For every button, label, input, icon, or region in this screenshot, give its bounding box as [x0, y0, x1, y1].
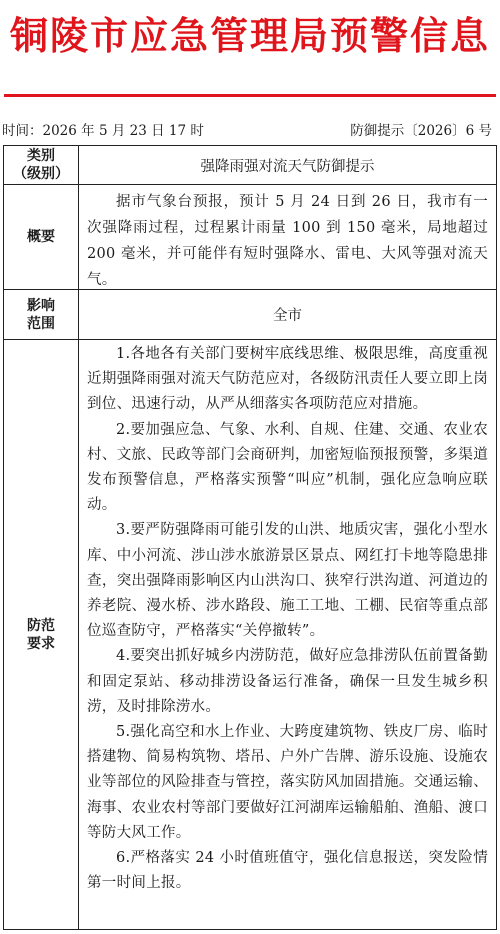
requirement-item-4: 4.要突出抓好城乡内涝防范，做好应急排涝队伍前置备勤和固定泵站、移动排涝设备运行准备，确保一旦发生城乡积涝，及时排除涝水。: [87, 648, 488, 715]
scope-label-line2: 范围: [27, 315, 55, 332]
requirement-item-1: 1.各地各有关部门要树牢底线思维、极限思维，高度重视近期强降雨强对流天气防范应对，各级防汛责任人要立即上岗到位、迅速行动，从严从细落实各项防范应对措施。: [87, 346, 488, 413]
requirements-label: [4, 340, 79, 929]
category-label-line2: （级别）: [13, 166, 69, 182]
scope-value-cell: [79, 290, 496, 339]
page-title: 铜陵市应急管理局预警信息: [9, 14, 490, 58]
issue-time: 时间：2026 年 5 月 23 日 17 时: [2, 123, 204, 139]
overview-cell: [79, 185, 496, 289]
scope-label-line1: 影响: [27, 297, 55, 314]
requirements-cell: [79, 340, 496, 929]
table-row-scope: [4, 290, 496, 340]
scope-label: [4, 290, 79, 339]
scope-value: 全市: [273, 308, 302, 324]
requirement-item-5: 5.强化高空和水上作业、大跨度建筑物、铁皮厂房、临时搭建物、简易构筑物、塔吊、户外广告牌、游乐设施、设施农业等部位的风险排查与管控，落实防风加固措施。交通运输、海事、农业农村等部门要做好江河湖库运输船舶、渔船、渡口等防大风工作。: [87, 724, 488, 841]
header-divider: [4, 94, 496, 97]
table-row-category: [4, 146, 496, 185]
requirement-item-6: 6.严格落实 24 小时值班值守，强化信息报送，突发险情第一时间上报。: [87, 850, 488, 892]
overview-label: 概要: [4, 185, 79, 289]
table-row-overview: [4, 185, 496, 290]
warning-table: [3, 145, 497, 930]
category-value: 强降雨强对流天气防御提示: [200, 158, 375, 175]
overview-text: 据市气象台预报，预计 5 月 24 日到 26 日，我市有一次强降雨过程，过程累计雨量 100 到 150 毫米，局地超过 200 毫米，并可能伴有短时强降水、雷电、大风等强对流天气。: [87, 194, 488, 288]
category-value-cell: [79, 146, 496, 184]
document-number: 防御提示〔2026〕6 号: [350, 123, 492, 139]
requirement-item-3: 3.要严防强降雨可能引发的山洪、地质灾害，强化小型水库、中小河流、涉山涉水旅游景区景点、网红打卡地等隐患排查，突出强降雨影响区内山洪沟口、狭窄行洪沟道、河道边的养老院、漫水桥、涉水路段、施工工地、工棚、民宿等重点部位巡查防守，严格落实“关停撤转”。: [87, 522, 488, 640]
requirements-label-line1: 防范: [27, 617, 55, 634]
meta-row: [2, 121, 494, 141]
category-label: [4, 146, 79, 184]
requirement-item-2: 2.要加强应急、气象、水利、自规、住建、交通、农业农村、文旅、民政等部门会商研判，加密短临预报预警，多渠道发布预警信息，严格落实预警“叫应”机制，强化应急响应联动。: [87, 421, 488, 514]
requirements-label-line2: 要求: [27, 635, 55, 652]
table-row-requirements: [4, 340, 496, 929]
category-label-line1: 类别: [27, 148, 55, 164]
